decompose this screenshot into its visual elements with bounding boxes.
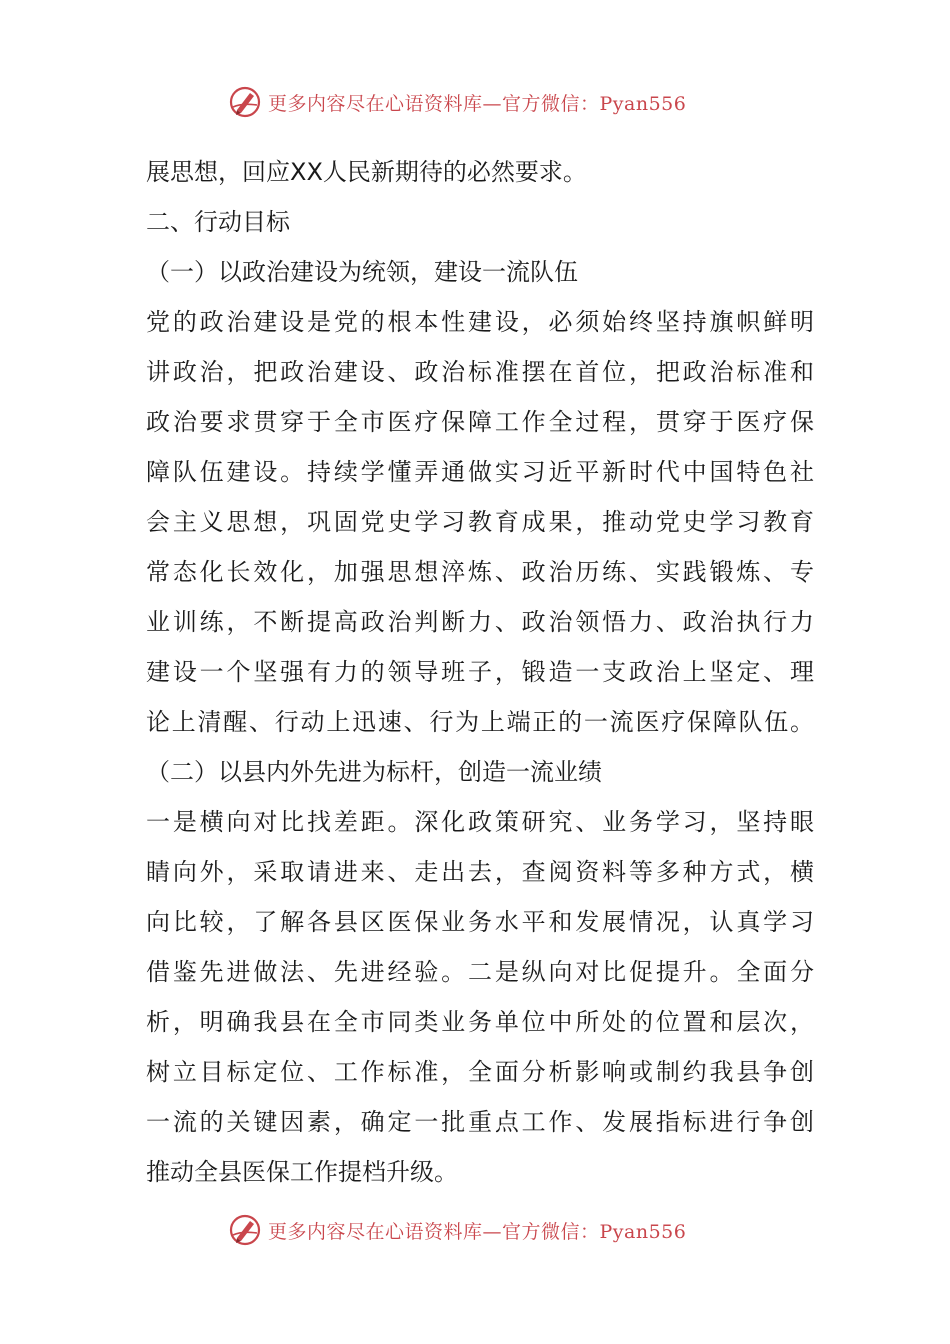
footer-banner <box>228 1210 728 1250</box>
section-heading: 二、行动目标 <box>146 208 290 236</box>
text-line: 推动全县医保工作提档升级。 <box>146 1158 458 1186</box>
subsection-heading: （一）以政治建设为统领，建设一流队伍 <box>146 258 578 286</box>
text-line: 一流的关键因素，确定一批重点工作、发展指标进行争创 <box>146 1108 814 1136</box>
header-banner-text: 更多内容尽在心语资料库—官方微信：Pyan556 <box>268 92 687 115</box>
footer-banner-text: 更多内容尽在心语资料库—官方微信：Pyan556 <box>268 1220 687 1243</box>
header-banner <box>228 82 728 122</box>
text-line: 睛向外，采取请进来、走出去，查阅资料等多种方式，横 <box>146 858 814 886</box>
text-line: 论上清醒、行动上迅速、行为上端正的一流医疗保障队伍。 <box>146 708 814 736</box>
pen-logo-icon <box>228 85 262 119</box>
document-body <box>146 147 814 1197</box>
text-line: 政治要求贯穿于全市医疗保障工作全过程，贯穿于医疗保 <box>146 408 814 436</box>
text-line: 业训练，不断提高政治判断力、政治领悟力、政治执行力 <box>146 608 814 636</box>
text-line: 一是横向对比找差距。深化政策研究、业务学习，坚持眼 <box>146 808 814 836</box>
text-line: 建设一个坚强有力的领导班子，锻造一支政治上坚定、理 <box>146 658 814 686</box>
text-line: 展思想，回应XX人民新期待的必然要求。 <box>146 158 587 186</box>
subsection-heading: （二）以县内外先进为标杆，创造一流业绩 <box>146 758 602 786</box>
text-line: 树立目标定位、工作标准，全面分析影响或制约我县争创 <box>146 1058 814 1086</box>
text-line: 讲政治，把政治建设、政治标准摆在首位，把政治标准和 <box>146 358 814 386</box>
text-line: 借鉴先进做法、先进经验。二是纵向对比促提升。全面分 <box>146 958 814 986</box>
text-line: 常态化长效化，加强思想淬炼、政治历练、实践锻炼、专 <box>146 558 814 586</box>
pen-logo-icon <box>228 1213 262 1247</box>
text-line: 会主义思想，巩固党史学习教育成果，推动党史学习教育 <box>146 508 814 536</box>
text-line: 向比较，了解各县区医保业务水平和发展情况，认真学习 <box>146 908 814 936</box>
text-line: 党的政治建设是党的根本性建设，必须始终坚持旗帜鲜明 <box>146 308 814 336</box>
text-line: 障队伍建设。持续学懂弄通做实习近平新时代中国特色社 <box>146 458 814 486</box>
text-line: 析，明确我县在全市同类业务单位中所处的位置和层次， <box>146 1008 814 1036</box>
